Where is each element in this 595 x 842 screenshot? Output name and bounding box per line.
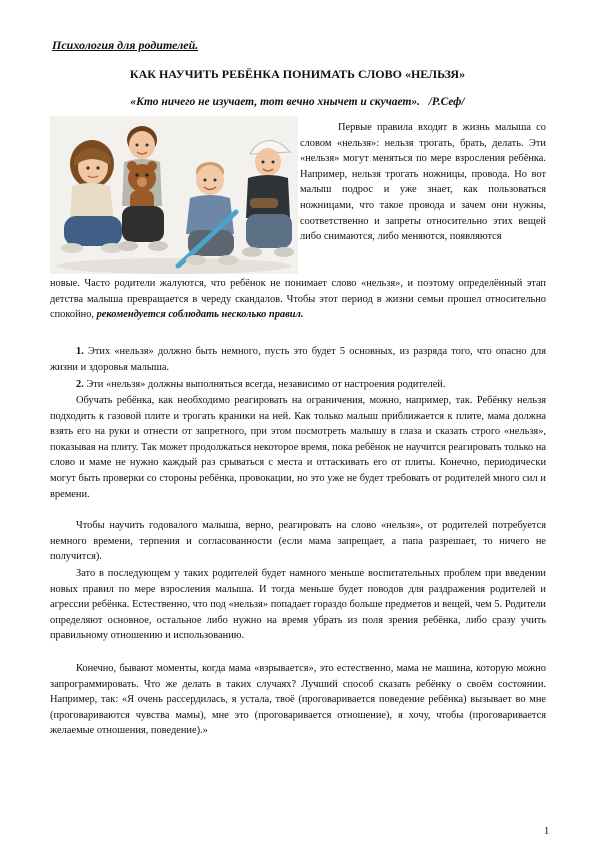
intro-text-continuation: новые. Часто родители жалуются, что ребёнок не понимает слово «нельзя», и поэтому определённый этап детства малыша превращается в череду скандалов. Чтобы этот период в жизни семьи прошел относительно спокойно, bbox=[50, 278, 546, 321]
paragraph-1: Обучать ребёнка, как необходимо реагировать на ограничения, можно, например, так. Ребёнку нельзя подходить к газовой плите и трогать краники на ней. Как только малыш приближается к плите, мама должна взять его на руки и отнести от запретного, при этом посмотреть малышу в глаза и сказать строго «нельзя», показывая на плиту. Так может продолжаться некоторое время, пока ребёнок не научится реагировать только на слово и маме не нужно каждый раз срываться с места и оттаскивать его от плиты. Конечно, периодически могут быть проверки со стороны ребёнка, провокации, но это уже не будет требовать от родителей много сил и времени. bbox=[50, 395, 546, 500]
epigraph-author: /Р.Сеф/ bbox=[428, 96, 465, 108]
rule-1 bbox=[50, 344, 546, 375]
rule-1-text: Этих «нельзя» должно быть немного, пусть это будет 5 основных, из разряда того, что опасно для жизни и здоровья малыша. bbox=[50, 346, 546, 373]
rule-2 bbox=[50, 377, 546, 393]
epigraph-quote: «Кто ничего не изучает, тот вечно хнычет и скучает». bbox=[130, 96, 421, 108]
rule-2-text: Эти «нельзя» должны выполняться всегда, независимо от настроения родителей. bbox=[86, 379, 446, 390]
epigraph bbox=[0, 96, 595, 108]
paragraph-3: Зато в последующем у таких родителей будет намного меньше воспитательных проблем при введении новых правил по мере взросления малыша. И тогда меньше будет поводов для раздражения родителей и агрессии ребёнка. Естественно, что под «нельзя» попадает гораздо больше предметов и вещей, чем 5. Родители определяют основное, остальное либо нужно на время убрать из поля зрения ребёнка, либо сразу учить правильному отношению и использованию. bbox=[50, 568, 546, 642]
page-number: 1 bbox=[544, 826, 550, 837]
children-photo bbox=[50, 116, 298, 274]
recommendation-text: рекомендуется соблюдать несколько правил. bbox=[96, 309, 304, 321]
intro-text-part1: Первые правила входят в жизнь малыша со словом «нельзя»: нельзя трогать, брать, делать. Эти «нельзя» могут меняться по мере взросления ребёнка. Например, нельзя трогать ножницы, провода. Но вот малыш подрос и уже знает, как пользоваться ножницами, что такое провода и зачем они нужны, соответственно и запреты относительно этих вещей либо снимаются, либо меняются, появляются bbox=[300, 122, 546, 243]
rule-1-number: 1. bbox=[76, 346, 84, 357]
paragraph-2: Чтобы научить годовалого малыша, верно, реагировать на слово «нельзя», от родителей потребуется немного времени, терпения и согласованности (если мама запрещает, а папа разрешает, то ничего не получится). bbox=[50, 520, 546, 563]
rule-2-number: 2. bbox=[76, 379, 84, 390]
section-label: Психология для родителей. bbox=[52, 38, 199, 52]
article-title: КАК НАУЧИТЬ РЕБЁНКА ПОНИМАТЬ СЛОВО «НЕЛЬЗЯ» bbox=[129, 67, 466, 81]
paragraph-4: Конечно, бывают моменты, когда мама «взрывается», это естественно, мама не машина, которую можно запрограммировать. Что же делать в таких случаях? Лучший способ сказать ребёнку о своём состоянии. Например, так: «Я очень рассердилась, я устала, твоё (проговаривается поведение ребёнка) вызывает во мне (проговариваются чувства мамы), мне это (проговаривается отношение), я хочу, чтобы (проговаривается желаемые отношения, поведение).» bbox=[50, 663, 546, 737]
intro-text-part2 bbox=[50, 276, 546, 323]
